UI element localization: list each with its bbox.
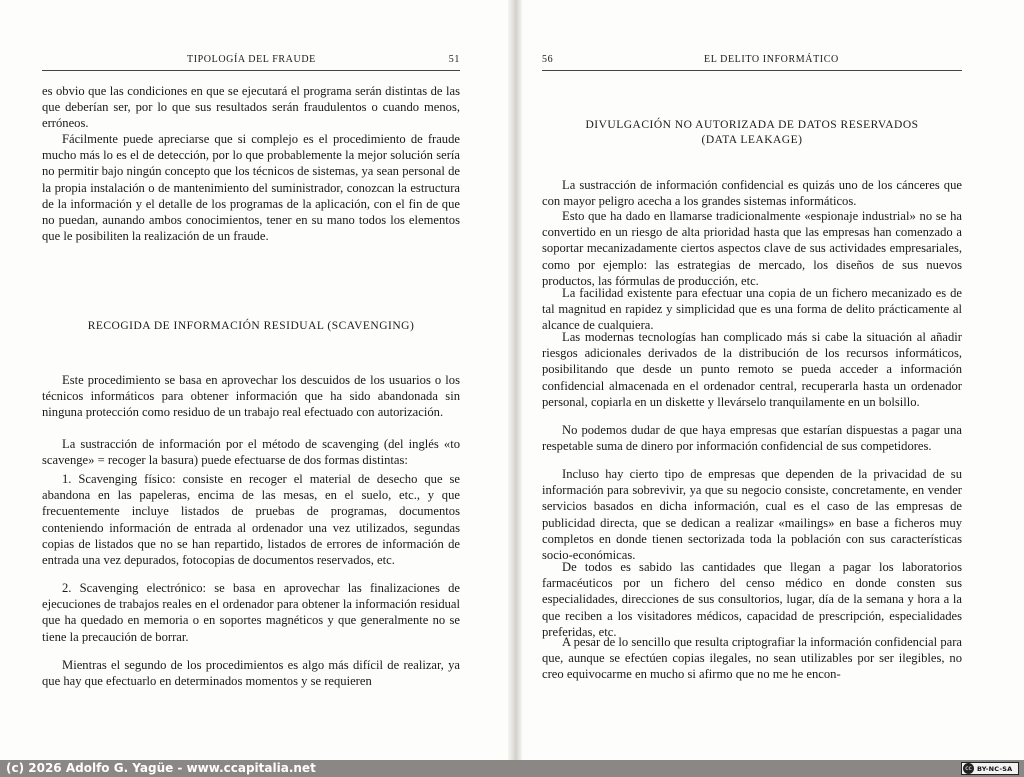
license-text: BY-NC-SA (977, 764, 1013, 773)
left-running-head-title: TIPOLOGÍA DEL FRAUDE (187, 54, 316, 65)
right-paragraph-4: Las modernas tecnologías han complicado más si cabe la situación al añadir riesgos adicionales derivados de la distribución de los recursos informáticos, posibilitando que desde un punto remoto se pueda acceder a información confidencial almacenada en el ordenador central, recuperarla hasta un ordenador personal, copiarla en un diskette y llevárselo tranquilamente en un bolsillo. (542, 330, 962, 409)
creative-commons-license-badge[interactable] (961, 762, 1019, 775)
right-paragraph-2: Esto que ha dado en llamarse tradicionalmente «espionaje industrial» no se ha convertido en un riesgo de alta prioridad hasta que las empresas han comenzado a soportar mecanizadamente ciertos aspectos clave de sus actividades empresariales, como por ejemplo: las estrategias de mercado, los diseños de sus nuevos productos, las fórmulas de producción, etc. (542, 209, 962, 288)
left-page-number: 51 (448, 54, 460, 65)
left-paragraph-4: La sustracción de información por el método de scavenging (del inglés «to scavenge» = recoger la basura) puede efectuarse de dos formas distintas: (42, 437, 460, 468)
right-paragraph-3: La facilidad existente para efectuar una copia de un fichero mecanizado es de tal magnitud en rapidez y simplicidad que es una forma de delito prácticamente al alcance de cualquiera. (542, 286, 962, 333)
book-gutter (508, 0, 522, 760)
left-paragraph-7: Mientras el segundo de los procedimientos es algo más difícil de realizar, ya que hay que efectuarlo en determinados momentos y se requieren (42, 658, 460, 689)
right-running-head (542, 54, 962, 71)
watermark-footer-bar (0, 760, 1024, 777)
copyright-text: (c) 2026 Adolfo G. Yagüe - www.ccapitalia.net (6, 761, 316, 775)
right-running-head-title: EL DELITO INFORMÁTICO (704, 54, 839, 65)
right-section-heading-line-2: (DATA LEAKAGE) (701, 134, 803, 146)
left-list-item-1: 1. Scavenging físico: consiste en recoger el material de desecho que se abandona en las papeleras, encima de las mesas, en el suelo, etc., y que frecuentemente incluye listados de pruebas de programas, documentos conteniendo información de entrada al ordenador una vez utilizados, segundas copias de listados que no se han repartido, listados de errores de información de entrada una vez depurados, fotocopias de documentos reservados, etc. (42, 472, 460, 568)
left-list-item-2: 2. Scavenging electrónico: se basa en aprovechar las finalizaciones de ejecuciones de trabajos reales en el ordenador para obtener la información residual que ha quedado en memoria o en soportes magnéticos y que generalmente no se tiene la precaución de borrar. (42, 581, 460, 644)
left-running-head (42, 54, 460, 71)
left-paragraph-3: Este procedimiento se basa en aprovechar los descuidos de los usuarios o los técnicos informáticos para obtener información que ha sido abandonada sin ninguna protección como residuo de un trabajo real efectuado con autorización. (42, 373, 460, 420)
right-section-heading-line-1: DIVULGACIÓN NO AUTORIZADA DE DATOS RESERVADOS (585, 119, 919, 131)
cc-icon: cc (963, 763, 974, 774)
right-paragraph-7: De todos es sabido las cantidades que llegan a pagar los laboratorios farmacéuticos por un fichero del censo médico en donde consten sus especialidades, direcciones de sus consultorios, lugar, día de la semana y hora a la que reciben a los visitadores médicos, capacidad de prescripción, especialidades preferidas, etc. (542, 560, 962, 639)
left-page (0, 0, 508, 760)
right-paragraph-6: Incluso hay cierto tipo de empresas que dependen de la privacidad de su información para sobrevivir, ya que su negocio consiste, concretamente, en vender servicios basados en dicha información, cual es el caso de las empresas de publicidad directa, que se dedican a realizar «mailings» en base a ficheros muy completos en donde tienen sectorizada toda la población con sus características socio-económicas. (542, 467, 962, 563)
right-paragraph-1: La sustracción de información confidencial es quizás uno de los cánceres que con mayor peligro acecha a los grandes sistemas informáticos. (542, 178, 962, 209)
right-page (522, 0, 1024, 760)
left-section-heading: RECOGIDA DE INFORMACIÓN RESIDUAL (SCAVENGING) (87, 320, 415, 332)
left-paragraph-1: es obvio que las condiciones en que se ejecutará el programa serán distintas de las que deberían ser, por lo que sus resultados serán fraudulentos o cuando menos, erróneos. (42, 84, 460, 131)
left-paragraph-2: Fácilmente puede apreciarse que si complejo es el procedimiento de fraude mucho más lo es el de detección, por lo que probablemente la mejor solución sería no permitir bajo ningún concepto que los técnicos de sistemas, ya sean personal de la propia instalación o de mantenimiento del suministrador, conozcan la estructura de la información y el detalle de los programas de la aplicación, con el fin de que no puedan, aunando ambos conocimientos, tener en su mano todos los elementos que le posibiliten la realización de un fraude. (42, 132, 460, 244)
right-paragraph-5: No podemos dudar de que haya empresas que estarían dispuestas a pagar una respetable suma de dinero por información confidencial de sus competidores. (542, 423, 962, 454)
right-paragraph-8: A pesar de lo sencillo que resulta criptografiar la información confidencial para que, aunque se efectúen copias ilegales, no sean utilizables por ser ilegibles, no creo equivocarme en mucho si afirmo que no me he encon- (542, 635, 962, 682)
right-page-number: 56 (542, 54, 554, 65)
